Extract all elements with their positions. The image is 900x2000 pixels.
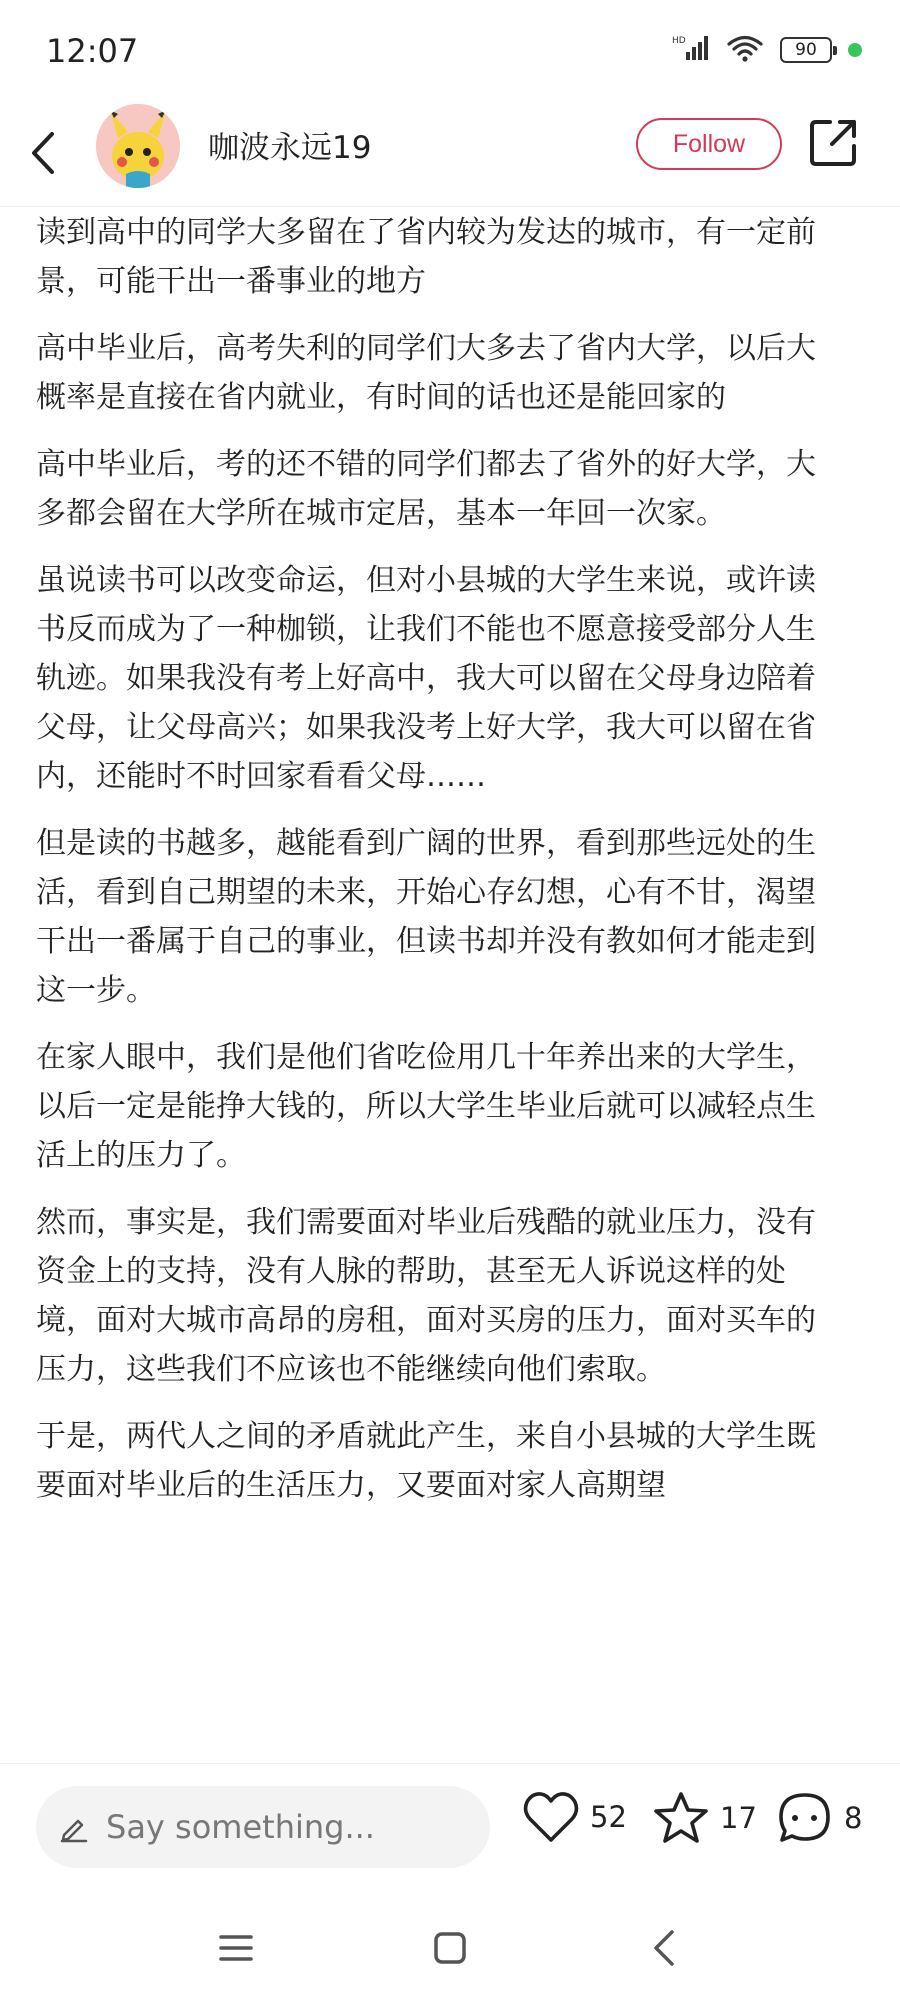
comment-input[interactable]	[104, 1807, 468, 1847]
status-icons	[672, 34, 862, 66]
share-icon	[808, 116, 860, 168]
post-content	[36, 208, 836, 1763]
pencil-icon	[58, 1811, 90, 1843]
chat-bubble-icon	[776, 1790, 834, 1846]
favorite-count: 17	[720, 1801, 757, 1835]
back-button[interactable]	[28, 118, 68, 188]
comment-button[interactable]	[776, 1790, 862, 1846]
favorite-button[interactable]	[652, 1790, 757, 1846]
post-paragraph: 然而，事实是，我们需要面对毕业后残酷的就业压力，没有资金上的支持，没有人脉的帮助，甚至无人诉说这样的处境，面对大城市高昂的房租，面对买房的压力，面对买车的压力，这些我们不应该也不能继续向他们索取。	[36, 1205, 816, 1387]
comment-box[interactable]	[36, 1786, 490, 1868]
post-paragraph: 高中毕业后，考的还不错的同学们都去了省外的好大学，大多都会留在大学所在城市定居，基本一年回一次家。	[36, 447, 816, 531]
battery-icon	[780, 37, 832, 63]
privacy-dot	[848, 43, 862, 57]
menu-icon	[218, 1932, 254, 1964]
action-bar	[0, 1763, 900, 1896]
cartoon-avatar-icon	[96, 104, 180, 188]
status-time: 12:07	[46, 32, 139, 70]
star-icon	[652, 1790, 710, 1846]
follow-button[interactable]: Follow	[636, 118, 782, 170]
status-bar	[0, 0, 900, 100]
post-paragraph: 但是读的书越多，越能看到广阔的世界，看到那些远处的生活，看到自己期望的未来，开始心存幻想，心有不甘，渴望干出一番属于自己的事业，但读书却并没有教如何才能走到这一步。	[36, 826, 816, 1008]
like-count: 52	[590, 1800, 627, 1834]
username[interactable]: 咖波永远19	[208, 130, 372, 166]
share-button[interactable]	[808, 116, 860, 168]
avatar[interactable]	[96, 104, 180, 188]
post-paragraph: 读到高中的同学大多留在了省内较为发达的城市，有一定前景，可能干出一番事业的地方	[36, 215, 816, 299]
like-button[interactable]	[522, 1790, 627, 1844]
system-nav-bar	[0, 1895, 900, 2000]
signal-icon	[672, 34, 710, 66]
post-paragraph: 于是，两代人之间的矛盾就此产生，来自小县城的大学生既要面对毕业后的生活压力，又要面对家人高期望	[36, 1419, 816, 1503]
comment-count: 8	[844, 1801, 863, 1835]
battery-level: 90	[795, 40, 817, 60]
home-icon	[432, 1930, 468, 1966]
nav-back-button[interactable]	[642, 1926, 686, 1970]
wifi-icon	[726, 34, 764, 66]
back-icon	[650, 1928, 678, 1968]
post-paragraph: 高中毕业后，高考失利的同学们大多去了省内大学，以后大概率是直接在省内就业，有时间的话也还是能回家的	[36, 331, 816, 415]
heart-icon	[522, 1790, 580, 1844]
post-paragraph: 在家人眼中，我们是他们省吃俭用几十年养出来的大学生，以后一定是能挣大钱的，所以大学生毕业后就可以减轻点生活上的压力了。	[36, 1040, 816, 1173]
network-badge: HD	[672, 36, 686, 46]
post-paragraph: 虽说读书可以改变命运，但对小县城的大学生来说，或许读书反而成为了一种枷锁，让我们不能也不愿意接受部分人生轨迹。如果我没有考上好高中，我大可以留在父母身边陪着父母，让父母高兴；如果我没考上好大学，我大可以留在省内，还能时不时回家看看父母……	[36, 563, 816, 794]
nav-home-button[interactable]	[428, 1926, 472, 1970]
chevron-left-icon	[28, 130, 58, 176]
post-header	[0, 100, 900, 207]
nav-menu-button[interactable]	[214, 1926, 258, 1970]
